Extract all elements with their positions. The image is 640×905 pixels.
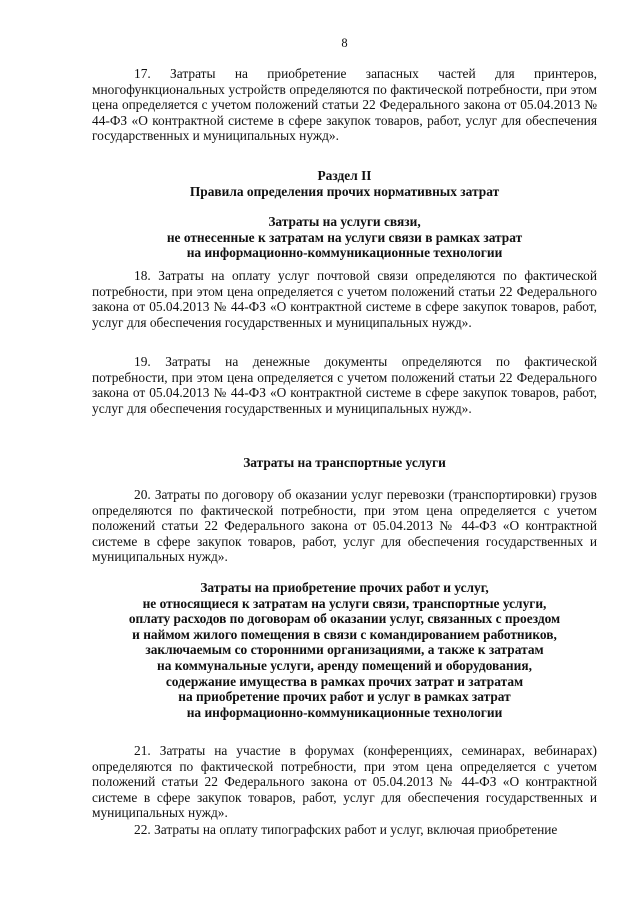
paragraph-20: 20. Затраты по договору об оказании услуг перевозки (транспортировки) грузов определяются по фактической потребности, при этом цена определяется с учетом положений статьи 22 Федерального закона от 05.04.2013 № 44-ФЗ «О контрактной системе в сфере закупок товаров, работ, услуг для обеспечения государственных и муниципальных нужд». xyxy=(92,487,597,565)
heading-line: не относящиеся к затратам на услуги связи, транспортные услуги, xyxy=(142,595,547,611)
heading-line: на информационно-коммуникационные технологии xyxy=(186,704,503,720)
section-subtitle: Правила определения прочих нормативных затрат xyxy=(189,184,500,199)
heading-line: оплату расходов по договорам об оказании услуг, связанных с проездом xyxy=(128,611,561,627)
heading-line: на приобретение прочих работ и услуг в рамках затрат xyxy=(178,689,511,705)
heading-line: Затраты на услуги связи, xyxy=(268,214,421,229)
heading-line: на информационно-коммуникационные технологии xyxy=(186,245,503,261)
paragraph-18: 18. Затраты на оплату услуг почтовой связи определяются по фактической потребности, при этом цена определяется с учетом положений статьи 22 Федерального закона от 05.04.2013 № 44-ФЗ «О контрактной системе в сфере закупок товаров, работ, услуг для обеспечения государственных и муниципальных нужд». xyxy=(92,268,597,330)
section-title: Раздел II xyxy=(317,168,372,183)
heading-line: на коммунальные услуги, аренду помещений и оборудования, xyxy=(157,657,532,673)
heading-line: не отнесенные к затратам на услуги связи в рамках затрат xyxy=(166,229,523,245)
heading-communications xyxy=(92,214,597,261)
heading-other-costs xyxy=(92,580,597,720)
page-number: 8 xyxy=(341,36,348,50)
heading-line: Затраты на приобретение прочих работ и услуг, xyxy=(200,580,489,595)
heading-line: заключаемым со сторонними организациями, а также к затратам xyxy=(145,642,544,658)
paragraph-22: 22. Затраты на оплату типографских работ и услуг, включая приобретение xyxy=(134,822,558,837)
heading-line: содержание имущества в рамках прочих затрат и затратам xyxy=(165,673,524,689)
heading-transport: Затраты на транспортные услуги xyxy=(243,455,446,470)
paragraph-17: 17. Затраты на приобретение запасных частей для принтеров, многофункциональных устройств определяются по фактической потребности, при этом цена определяется с учетом положений статьи 22 Федерального закона от 05.04.2013 № 44-ФЗ «О контрактной системе в сфере закупок товаров, работ, услуг для обеспечения государственных и муниципальных нужд». xyxy=(92,66,597,144)
paragraph-19: 19. Затраты на денежные документы определяются по фактической потребности, при этом цена определяется с учетом положений статьи 22 Федерального закона от 05.04.2013 № 44-ФЗ «О контрактной системе в сфере закупок товаров, работ, услуг для обеспечения государственных и муниципальных нужд». xyxy=(92,354,597,416)
paragraph-21: 21. Затраты на участие в форумах (конференциях, семинарах, вебинарах) определяются по фактической потребности, при этом цена определяется с учетом положений статьи 22 Федерального закона от 05.04.2013 № 44-ФЗ «О контрактной системе в сфере закупок товаров, работ, услуг для обеспечения государственных и муниципальных нужд». xyxy=(92,743,597,821)
heading-line: и наймом жилого помещения в связи с командированием работников, xyxy=(132,626,557,642)
